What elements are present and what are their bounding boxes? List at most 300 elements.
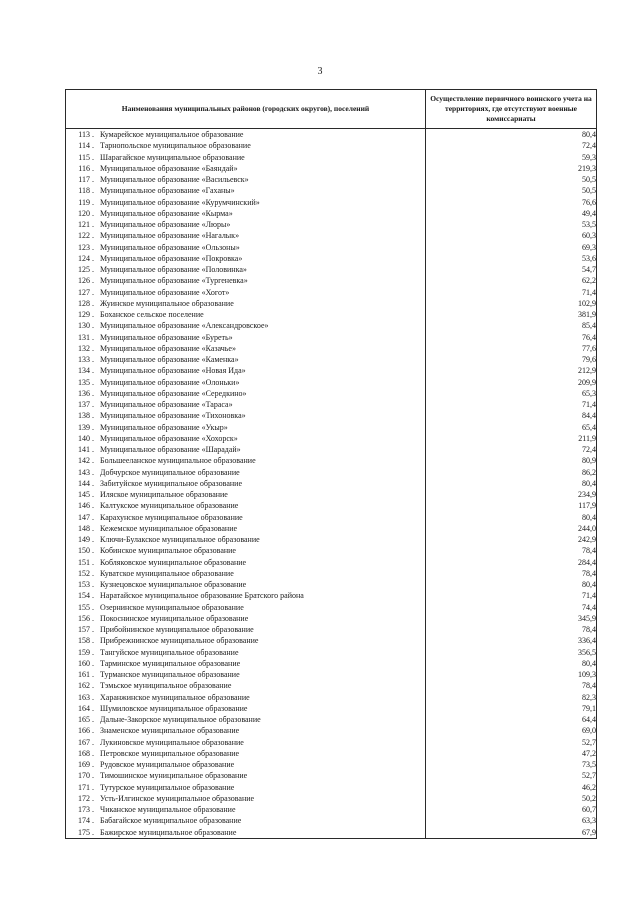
row-name: Муниципальное образование «Укыр» <box>100 422 228 432</box>
row-number-dot: . <box>92 445 94 454</box>
table-row <box>66 793 597 804</box>
row-name-cell <box>66 253 426 264</box>
row-number-dot: . <box>92 535 94 544</box>
row-number: 163 <box>78 692 90 702</box>
table-row <box>66 692 597 703</box>
table-row <box>66 422 597 433</box>
row-number: 144 <box>78 478 90 488</box>
row-number-dot: . <box>92 613 94 623</box>
row-name: Бабагайское муниципальное образование <box>100 816 242 826</box>
row-name: Покоснинское муниципальное образование <box>100 613 249 623</box>
row-value-cell: 65,3 <box>426 388 597 399</box>
row-number-dot: . <box>92 197 94 207</box>
row-number: 125 <box>78 265 90 274</box>
row-value-cell: 49,4 <box>426 208 597 219</box>
row-number: 175 <box>78 827 90 837</box>
row-number-dot: . <box>92 298 94 308</box>
row-name-cell <box>66 748 426 759</box>
row-number-dot: . <box>92 310 94 319</box>
row-name-cell <box>66 343 426 354</box>
row-name: Лукиновское муниципальное образование <box>100 737 244 747</box>
row-name-cell <box>66 219 426 230</box>
row-number-dot: . <box>92 546 94 556</box>
row-number: 133 <box>78 355 90 364</box>
table-row <box>66 174 597 185</box>
row-name: Муниципальное образование «Новая Ида» <box>100 366 246 376</box>
row-number: 118 <box>78 186 90 196</box>
row-number-dot: . <box>92 636 94 646</box>
row-name-cell <box>66 489 426 500</box>
row-value-cell: 73,5 <box>426 759 597 770</box>
row-value-cell: 74,4 <box>426 602 597 613</box>
table-row <box>66 230 597 241</box>
row-name-cell <box>66 152 426 163</box>
row-value-cell: 80,4 <box>426 512 597 523</box>
row-number-dot: . <box>92 478 94 488</box>
row-name-cell <box>66 365 426 376</box>
table-row <box>66 602 597 613</box>
row-name-cell <box>66 500 426 511</box>
row-name-cell <box>66 163 426 174</box>
row-value-cell: 71,4 <box>426 287 597 298</box>
row-number-dot: . <box>92 130 94 139</box>
table-row <box>66 523 597 534</box>
row-number-dot: . <box>92 793 94 803</box>
row-name: Кузнецовское муниципальное образование <box>100 580 247 589</box>
row-value-cell: 79,6 <box>426 354 597 365</box>
row-number-dot: . <box>92 208 94 218</box>
row-number-dot: . <box>92 647 94 657</box>
row-name-cell <box>66 804 426 815</box>
row-name: Тарнопольское муниципальное образование <box>100 141 251 151</box>
table-row <box>66 534 597 545</box>
table-row <box>66 343 597 354</box>
row-name-cell <box>66 568 426 579</box>
row-value-cell: 67,9 <box>426 827 597 839</box>
row-name-cell <box>66 140 426 151</box>
row-name-cell <box>66 332 426 343</box>
row-name-cell <box>66 242 426 253</box>
row-name: Харанжинское муниципальное образование <box>100 692 250 702</box>
row-value-cell: 78,4 <box>426 568 597 579</box>
row-value-cell: 80,4 <box>426 658 597 669</box>
row-name: Куватское муниципальное образование <box>100 568 234 578</box>
row-name-cell <box>66 557 426 568</box>
row-name-cell <box>66 388 426 399</box>
row-number: 165 <box>78 715 90 724</box>
row-name-cell <box>66 309 426 320</box>
table-row <box>66 433 597 444</box>
table-body <box>66 129 597 839</box>
table-row <box>66 275 597 286</box>
row-name: Чиканское муниципальное образование <box>100 805 236 814</box>
row-name: Муниципальное образование «Нагалык» <box>100 231 240 241</box>
row-value-cell: 80,4 <box>426 579 597 590</box>
row-value-cell: 60,7 <box>426 804 597 815</box>
row-name-cell <box>66 197 426 208</box>
row-number-dot: . <box>92 760 94 769</box>
row-number: 148 <box>78 523 90 533</box>
row-number-dot: . <box>92 152 94 162</box>
row-value-cell: 77,6 <box>426 343 597 354</box>
table-row <box>66 377 597 388</box>
table-row <box>66 242 597 253</box>
row-value-cell: 356,5 <box>426 647 597 658</box>
row-name: Тэмьское муниципальное образование <box>100 681 232 691</box>
row-number: 135 <box>78 377 90 387</box>
row-number: 115 <box>78 152 90 162</box>
table-row <box>66 332 597 343</box>
row-name-cell <box>66 782 426 793</box>
row-value-cell: 71,4 <box>426 399 597 410</box>
row-value-cell: 65,4 <box>426 422 597 433</box>
row-name: Муниципальное образование «Середкино» <box>100 388 247 398</box>
row-name-cell <box>66 129 426 141</box>
table-row <box>66 399 597 410</box>
table-row <box>66 444 597 455</box>
row-value-cell: 219,3 <box>426 163 597 174</box>
row-number-dot: . <box>92 163 94 173</box>
row-name-cell <box>66 410 426 421</box>
row-value-cell: 53,5 <box>426 219 597 230</box>
row-value-cell: 60,3 <box>426 230 597 241</box>
row-name-cell <box>66 579 426 590</box>
row-number: 167 <box>78 737 90 747</box>
table-row <box>66 725 597 736</box>
row-name-cell <box>66 725 426 736</box>
row-value-cell: 63,3 <box>426 815 597 826</box>
row-number: 147 <box>78 512 90 522</box>
table-row <box>66 613 597 624</box>
row-name: Муниципальное образование «Тараса» <box>100 400 233 409</box>
row-value-cell: 242,9 <box>426 534 597 545</box>
row-value-cell: 76,6 <box>426 197 597 208</box>
table-row <box>66 624 597 635</box>
header-value-column: Осуществление первичного воинского учета на территориях, где отсутствуют военные комиссариаты <box>426 90 597 129</box>
row-name-cell <box>66 320 426 331</box>
row-name: Муниципальное образование «Ользоны» <box>100 242 240 252</box>
row-number: 146 <box>78 501 90 511</box>
row-name-cell <box>66 275 426 286</box>
row-number: 122 <box>78 231 90 241</box>
row-number-dot: . <box>92 591 94 601</box>
row-name-cell <box>66 264 426 275</box>
row-value-cell: 54,7 <box>426 264 597 275</box>
row-number: 157 <box>78 625 90 634</box>
row-name: Муниципальное образование «Казачье» <box>100 343 236 353</box>
row-number-dot: . <box>92 568 94 578</box>
table-row <box>66 703 597 714</box>
row-name-cell <box>66 624 426 635</box>
row-name-cell <box>66 422 426 433</box>
row-value-cell: 76,4 <box>426 332 597 343</box>
row-name: Наратайское муниципальное образование Братского района <box>100 591 304 601</box>
row-value-cell: 284,4 <box>426 557 597 568</box>
row-number-dot: . <box>92 343 94 353</box>
row-number: 173 <box>78 805 90 814</box>
row-name: Муниципальное образование «Хохорск» <box>100 433 238 443</box>
table-row <box>66 782 597 793</box>
row-number-dot: . <box>92 726 94 736</box>
row-name: Муниципальное образование «Александровское» <box>100 321 269 331</box>
table-row <box>66 197 597 208</box>
row-number: 164 <box>78 703 90 713</box>
row-number: 113 <box>78 130 90 139</box>
row-name-cell <box>66 478 426 489</box>
row-value-cell: 69,3 <box>426 242 597 253</box>
row-name: Кобляковское муниципальное образование <box>100 557 247 567</box>
row-value-cell: 78,4 <box>426 545 597 556</box>
table-row <box>66 309 597 320</box>
row-value-cell: 62,2 <box>426 275 597 286</box>
row-name-cell <box>66 208 426 219</box>
row-number-dot: . <box>92 433 94 443</box>
table-row <box>66 680 597 691</box>
row-number: 137 <box>78 400 90 409</box>
row-number: 145 <box>78 490 90 499</box>
row-name: Муниципальное образование «Кырма» <box>100 208 233 218</box>
row-value-cell: 117,9 <box>426 500 597 511</box>
row-number: 132 <box>78 343 90 353</box>
table-row <box>66 354 597 365</box>
row-number-dot: . <box>92 625 94 634</box>
row-name: Тангуйское муниципальное образование <box>100 647 239 657</box>
row-number-dot: . <box>92 501 94 511</box>
row-name-cell <box>66 635 426 646</box>
row-name: Муниципальное образование «Баяндай» <box>100 163 238 173</box>
row-value-cell: 211,9 <box>426 433 597 444</box>
row-number: 150 <box>78 546 90 556</box>
row-name: Муниципальное образование «Хогот» <box>100 287 230 297</box>
row-name-cell <box>66 827 426 839</box>
row-name-cell <box>66 793 426 804</box>
row-number: 152 <box>78 568 90 578</box>
row-name: Тарминское муниципальное образование <box>100 658 241 668</box>
row-number-dot: . <box>92 523 94 533</box>
row-name: Большееланское муниципальное образование <box>100 456 256 466</box>
row-number: 170 <box>78 771 90 781</box>
row-value-cell: 72,4 <box>426 444 597 455</box>
row-value-cell: 69,0 <box>426 725 597 736</box>
row-name: Петровское муниципальное образование <box>100 748 240 758</box>
row-number: 168 <box>78 748 90 758</box>
table-row <box>66 467 597 478</box>
table-row <box>66 253 597 264</box>
row-value-cell: 72,4 <box>426 140 597 151</box>
row-name: Муниципальное образование «Курумчинский» <box>100 197 260 207</box>
row-value-cell: 209,9 <box>426 377 597 388</box>
row-number: 166 <box>78 726 90 736</box>
table-row <box>66 827 597 839</box>
row-number: 123 <box>78 242 90 252</box>
row-name: Добчурское муниципальное образование <box>100 467 240 477</box>
row-name: Дальне-Закорское муниципальное образование <box>100 715 261 724</box>
table-row <box>66 140 597 151</box>
row-value-cell: 59,3 <box>426 152 597 163</box>
row-value-cell: 78,4 <box>426 624 597 635</box>
row-name: Знаменское муниципальное образование <box>100 726 240 736</box>
row-value-cell: 86,2 <box>426 467 597 478</box>
row-name: Муниципальное образование «Васильевск» <box>100 175 249 184</box>
table-row <box>66 500 597 511</box>
row-number: 172 <box>78 793 90 803</box>
row-name: Муниципальное образование «Шарадай» <box>100 445 241 454</box>
row-name-cell <box>66 433 426 444</box>
row-value-cell: 84,4 <box>426 410 597 421</box>
row-number-dot: . <box>92 490 94 499</box>
allocation-table <box>65 89 597 839</box>
row-value-cell: 46,2 <box>426 782 597 793</box>
row-number: 169 <box>78 760 90 769</box>
table-row <box>66 478 597 489</box>
row-number: 121 <box>78 220 90 229</box>
row-number-dot: . <box>92 366 94 376</box>
row-name: Кумарейское муниципальное образование <box>100 130 244 139</box>
row-number-dot: . <box>92 782 94 792</box>
row-number-dot: . <box>92 186 94 196</box>
row-number: 138 <box>78 411 90 421</box>
row-number-dot: . <box>92 276 94 286</box>
row-number: 153 <box>78 580 90 589</box>
row-number: 149 <box>78 535 90 544</box>
row-number-dot: . <box>92 388 94 398</box>
row-name-cell <box>66 185 426 196</box>
table-row <box>66 804 597 815</box>
row-number-dot: . <box>92 253 94 263</box>
row-name-cell <box>66 455 426 466</box>
table-row <box>66 152 597 163</box>
row-name: Жуинское муниципальное образование <box>100 298 234 308</box>
row-name-cell <box>66 613 426 624</box>
row-value-cell: 50,5 <box>426 185 597 196</box>
table-row <box>66 568 597 579</box>
row-number-dot: . <box>92 287 94 297</box>
row-name: Муниципальное образование «Тургеневка» <box>100 276 248 286</box>
row-number: 129 <box>78 310 90 319</box>
row-value-cell: 47,2 <box>426 748 597 759</box>
table-row <box>66 287 597 298</box>
row-value-cell: 102,9 <box>426 298 597 309</box>
row-number-dot: . <box>92 456 94 466</box>
row-name-cell <box>66 602 426 613</box>
row-name-cell <box>66 298 426 309</box>
row-number: 156 <box>78 613 90 623</box>
row-number: 154 <box>78 591 90 601</box>
table-row <box>66 410 597 421</box>
row-number: 130 <box>78 321 90 331</box>
table-row <box>66 770 597 781</box>
row-number-dot: . <box>92 580 94 589</box>
row-number-dot: . <box>92 748 94 758</box>
row-number-dot: . <box>92 355 94 364</box>
row-number: 136 <box>78 388 90 398</box>
row-number: 126 <box>78 276 90 286</box>
row-name: Кежемское муниципальное образование <box>100 523 238 533</box>
row-name-cell <box>66 703 426 714</box>
table-row <box>66 512 597 523</box>
row-name: Калтукское муниципальное образование <box>100 501 239 511</box>
row-name: Усть-Илгинское муниципальное образование <box>100 793 255 803</box>
row-number-dot: . <box>92 602 94 612</box>
row-value-cell: 336,4 <box>426 635 597 646</box>
row-name: Ключи-Булакское муниципальное образование <box>100 535 260 544</box>
row-name: Бажирское муниципальное образование <box>100 827 237 837</box>
row-number: 116 <box>78 163 90 173</box>
row-number-dot: . <box>92 827 94 837</box>
row-value-cell: 244,0 <box>426 523 597 534</box>
table-row <box>66 388 597 399</box>
row-number: 120 <box>78 208 90 218</box>
row-name-cell <box>66 467 426 478</box>
row-value-cell: 345,9 <box>426 613 597 624</box>
row-value-cell: 50,2 <box>426 793 597 804</box>
row-number-dot: . <box>92 681 94 691</box>
row-name-cell <box>66 534 426 545</box>
table-header-row <box>66 90 597 129</box>
row-number-dot: . <box>92 411 94 421</box>
table-row <box>66 264 597 275</box>
table-row <box>66 320 597 331</box>
row-number-dot: . <box>92 321 94 331</box>
row-number-dot: . <box>92 715 94 724</box>
row-name-cell <box>66 770 426 781</box>
row-number: 142 <box>78 456 90 466</box>
table-row <box>66 298 597 309</box>
row-name: Муниципальное образование «Гаханы» <box>100 186 235 196</box>
row-name-cell <box>66 399 426 410</box>
row-number-dot: . <box>92 422 94 432</box>
row-number-dot: . <box>92 512 94 522</box>
row-number: 124 <box>78 253 90 263</box>
row-number-dot: . <box>92 265 94 274</box>
row-name: Прибойнинское муниципальное образование <box>100 625 254 634</box>
row-number: 117 <box>78 175 90 184</box>
table-row <box>66 219 597 230</box>
row-name-cell <box>66 590 426 601</box>
header-name-column: Наименования муниципальных районов (городских округов), поселений <box>66 90 426 129</box>
table-row <box>66 208 597 219</box>
table-row <box>66 455 597 466</box>
table-row <box>66 365 597 376</box>
table-row <box>66 489 597 500</box>
row-name-cell <box>66 230 426 241</box>
row-value-cell: 80,4 <box>426 478 597 489</box>
row-number-dot: . <box>92 467 94 477</box>
row-name-cell <box>66 658 426 669</box>
row-name: Иляское муниципальное образование <box>100 490 228 499</box>
row-name: Турманское муниципальное образование <box>100 670 240 679</box>
row-name: Кобинское муниципальное образование <box>100 546 236 556</box>
row-value-cell: 212,9 <box>426 365 597 376</box>
table-row <box>66 815 597 826</box>
row-number: 158 <box>78 636 90 646</box>
row-name: Шумиловское муниципальное образование <box>100 703 248 713</box>
row-number: 161 <box>78 670 90 679</box>
row-name: Прибрежнинское муниципальное образование <box>100 636 259 646</box>
row-value-cell: 50,5 <box>426 174 597 185</box>
row-value-cell: 52,7 <box>426 770 597 781</box>
row-number: 141 <box>78 445 90 454</box>
row-name: Муниципальное образование «Буреть» <box>100 332 233 342</box>
row-name: Боханское сельское поселение <box>100 310 204 319</box>
table-row <box>66 647 597 658</box>
row-name-cell <box>66 692 426 703</box>
row-name: Шарагайское муниципальное образование <box>100 152 245 162</box>
row-name: Муниципальное образование «Покровка» <box>100 253 243 263</box>
row-value-cell: 71,4 <box>426 590 597 601</box>
table-row <box>66 669 597 680</box>
page-number: 3 <box>317 66 323 77</box>
